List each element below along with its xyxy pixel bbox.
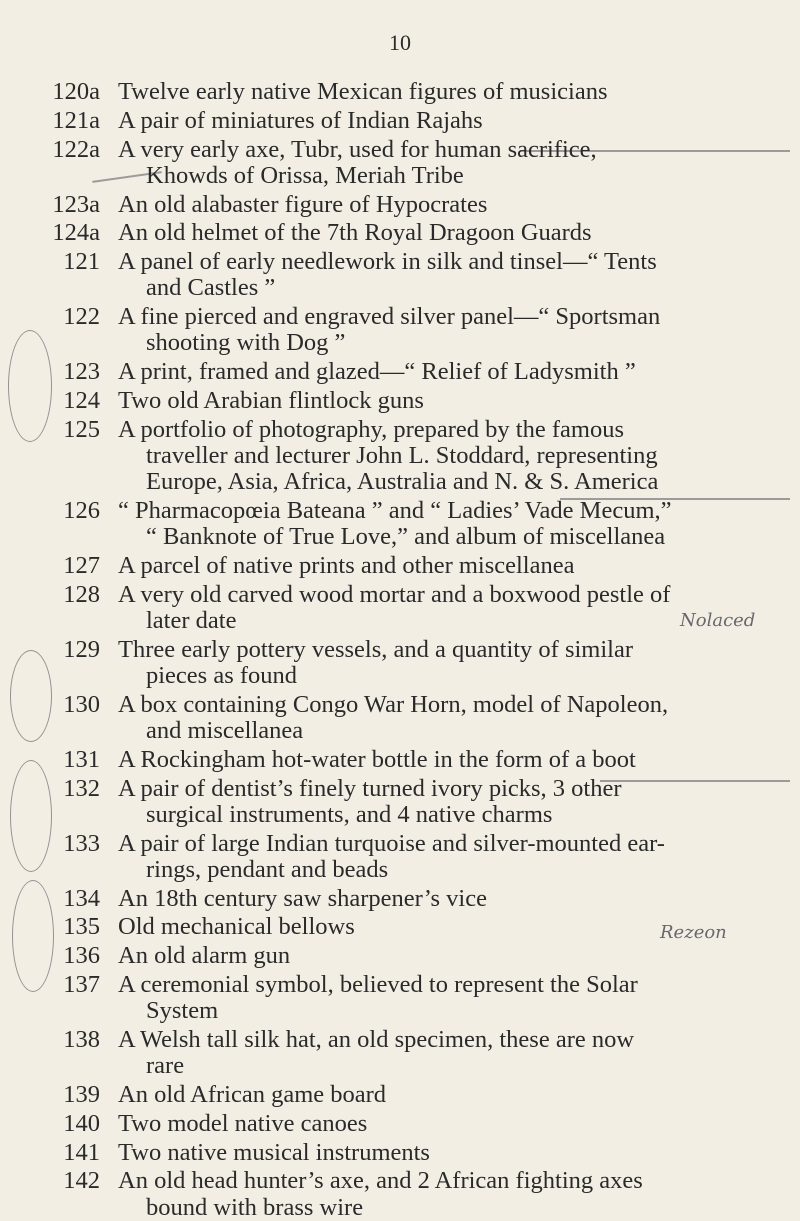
lot-number: 131 (63, 745, 100, 773)
lot-number: 137 (63, 971, 100, 998)
lot-description: An 18th century saw sharpener’s vice (118, 884, 487, 912)
lot-description: rings, pendant and beads (146, 855, 389, 883)
lot-description: A print, framed and glazed—“ Relief of Ladysmith ” (118, 358, 636, 386)
handwritten-annotation: Rezeon (660, 922, 727, 943)
handwritten-annotation: Nolaced (680, 610, 756, 631)
lot-number: 122 (63, 303, 100, 331)
lot-number: 122a (52, 135, 100, 163)
lot-description: Khowds of Orissa, Meriah Tribe (146, 161, 464, 189)
lot-description: A Welsh tall silk hat, an old specimen, these are now (118, 1026, 635, 1053)
lot-description: An old African game board (118, 1081, 387, 1108)
lot-description: pieces as found (146, 662, 298, 689)
lot-description: Two old Arabian flintlock guns (118, 387, 424, 414)
lot-description: An old alarm gun (118, 942, 291, 970)
lot-description: A portfolio of photography, prepared by the famous (118, 415, 624, 443)
lot-number: 126 (63, 497, 100, 524)
lot-number: 121a (52, 106, 100, 134)
lot-description: Three early pottery vessels, and a quantity of similar (118, 635, 634, 663)
lot-number: 142 (63, 1167, 100, 1195)
lot-number: 141 (63, 1138, 100, 1166)
lot-description: A pair of large Indian turquoise and silver-mounted ear- (118, 829, 665, 857)
lot-description: Twelve early native Mexican figures of musicians (118, 78, 608, 105)
lot-number: 138 (63, 1026, 100, 1053)
lot-description: A parcel of native prints and other miscellanea (118, 552, 575, 579)
lot-description: A ceremonial symbol, believed to represent the Solar (118, 971, 638, 998)
lot-number: 124 (63, 387, 100, 414)
lot-number: 123a (52, 190, 100, 218)
lot-description: Europe, Asia, Africa, Australia and N. & S. America (146, 468, 659, 496)
lot-number: 139 (63, 1081, 100, 1108)
lot-number: 123 (63, 358, 100, 386)
lot-description: A fine pierced and engraved silver panel—“ Sportsman (118, 303, 661, 331)
lot-number: 136 (63, 942, 100, 970)
lot-number: 135 (63, 913, 100, 941)
lot-number: 127 (63, 552, 100, 579)
lot-description: A panel of early needlework in silk and tinsel—“ Tents (118, 248, 657, 276)
lot-description: rare (146, 1052, 185, 1080)
lot-description: A very old carved wood mortar and a boxwood pestle of (118, 580, 671, 608)
lot-description: A Rockingham hot-water bottle in the form of a boot (118, 745, 636, 773)
lot-description: A very early axe, Tubr, used for human sacrifice, (118, 135, 597, 163)
lot-description: Two native musical instruments (118, 1138, 430, 1166)
pencil-stroke (600, 780, 790, 782)
page-number: 10 (389, 30, 411, 55)
lot-description: bound with brass wire (146, 1193, 364, 1221)
lot-number: 125 (63, 415, 100, 443)
lot-description: later date (146, 607, 237, 634)
lot-description: Old mechanical bellows (118, 913, 355, 941)
lot-number: 129 (63, 635, 100, 663)
lot-description: An old helmet of the 7th Royal Dragoon Guards (118, 219, 592, 247)
lot-description: A pair of miniatures of Indian Rajahs (118, 106, 483, 134)
lot-number: 121 (63, 248, 100, 276)
lot-number: 120a (52, 78, 100, 105)
lot-description: A pair of dentist’s finely turned ivory picks, 3 other (118, 774, 622, 802)
lot-description: System (146, 997, 219, 1025)
lot-description: and miscellanea (146, 717, 304, 744)
lot-number: 132 (63, 774, 100, 802)
lot-description: An old head hunter’s axe, and 2 African fighting axes (118, 1167, 643, 1195)
lot-description: An old alabaster figure of Hypocrates (118, 190, 488, 218)
lot-number: 128 (63, 580, 100, 608)
lot-description: traveller and lecturer John L. Stoddard, representing (146, 442, 658, 469)
lot-number: 134 (63, 884, 100, 912)
lot-description: surgical instruments, and 4 native charms (146, 800, 553, 828)
lot-number: 124a (52, 219, 100, 247)
lot-description: Two model native canoes (118, 1109, 368, 1137)
lot-number: 133 (63, 829, 100, 857)
lot-description: A box containing Congo War Horn, model of Napoleon, (118, 690, 669, 718)
lot-description: “ Banknote of True Love,” and album of miscellanea (146, 523, 666, 551)
lot-description: “ Pharmacopœia Bateana ” and “ Ladies’ Vade Mecum,” (118, 497, 672, 524)
lot-number: 130 (63, 690, 100, 718)
lot-description: and Castles ” (146, 274, 276, 302)
lot-number: 140 (63, 1109, 100, 1137)
lot-description: shooting with Dog ” (146, 329, 346, 357)
